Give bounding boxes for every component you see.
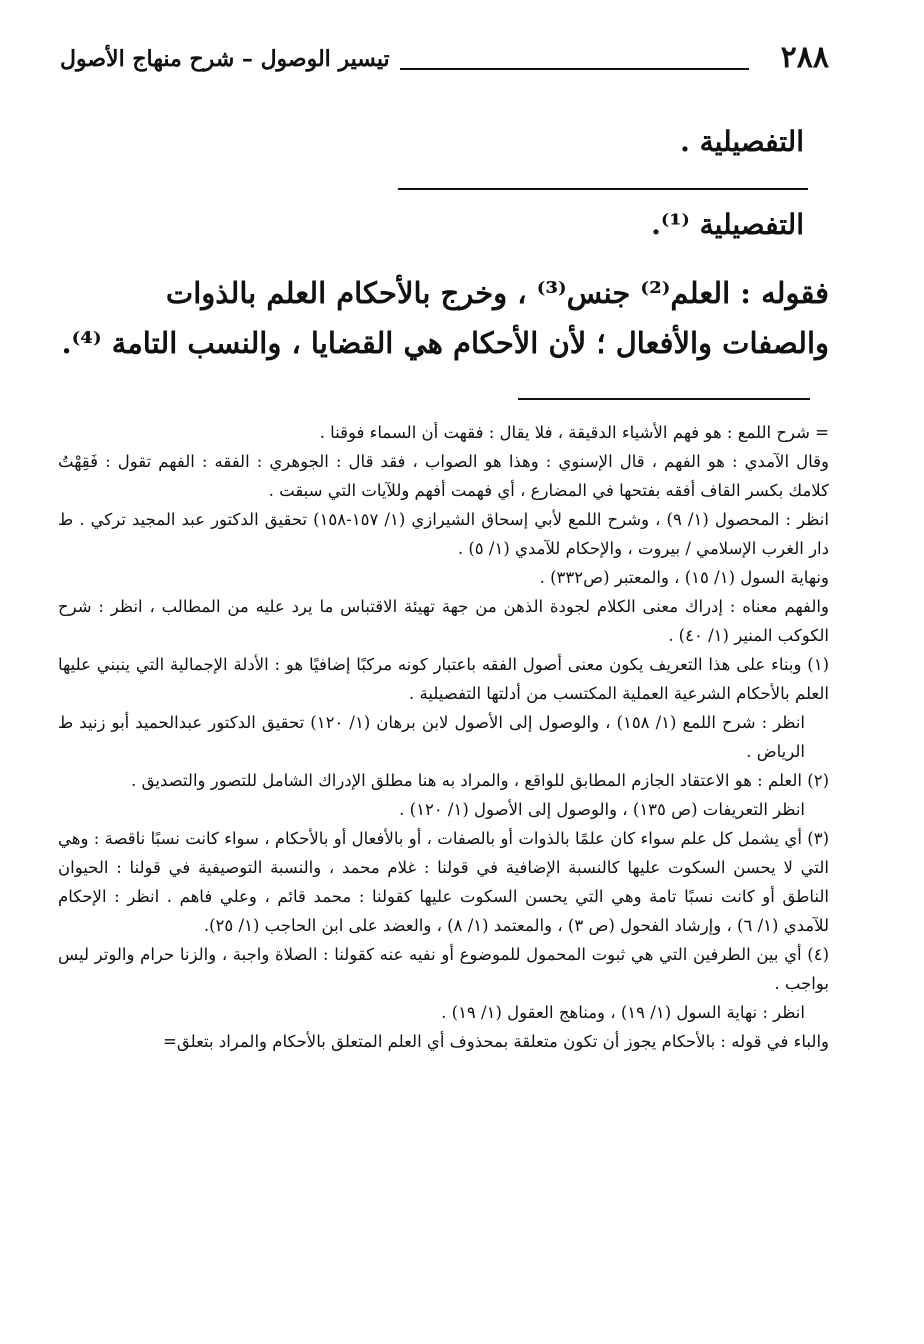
running-title: تيسير الوصول – شرح منهاج الأصول (60, 46, 390, 72)
body-line-2: التفصيلية ⁽¹⁾. (651, 208, 804, 241)
footnote-2-reference: انظر التعريفات (ص ١٣٥) ، والوصول إلى الأصول (١/ ١٢٠) . (399, 800, 805, 819)
footnote-continuation-3: انظر : المحصول (١/ ٩) ، وشرح اللمع لأبي إسحاق الشيرازي (١/ ١٥٧-١٥٨) تحقيق الدكتور عبد المجيد تركي . ط دار الغرب الإسلامي / بيروت ، والإحكام للآمدي (١/ ٥) . (58, 510, 829, 558)
header-rule (400, 68, 749, 70)
footnote-continuation-1: = شرح اللمع : هو فهم الأشياء الدقيقة ، فلا يقال : فقهت أن السماء فوقنا . (319, 423, 829, 442)
page-header (60, 40, 829, 90)
main-line-1: فقوله : العلم⁽²⁾ جنس⁽³⁾ ، وخرج بالأحكام العلم بالذوات (165, 276, 829, 310)
footnote-2: (٢) العلم : هو الاعتقاد الجازم المطابق للواقع ، والمراد به هنا مطلق الإدراك الشامل للتصور والتصديق . (131, 771, 829, 790)
footnotes (58, 418, 829, 1056)
main-text (60, 268, 829, 368)
footnote-4-reference: انظر : نهاية السول (١/ ١٩) ، ومناهج العقول (١/ ١٩) . (441, 1003, 805, 1022)
footnote-3: (٣) أي يشمل كل علم سواء كان علمًا بالذوات أو بالصفات ، أو بالأفعال أو بالأحكام ، سواء كانت نسبًا ناقصة : وهي التي لا يحسن السكوت عليها كالنسبة الإضافية في قولنا : غلام محمد ، والنسبة التوصيفية في قولنا : الحيوان الناطق أو كانت نسبًا تامة وهي التي يحسن السكوت عليها كقولنا : محمد قائم ، وعلي فاهم . انظر : الإحكام للآمدي (١/ ٦) ، وإرشاد الفحول (ص ٣) ، والمعتمد (١/ ٨) ، والعضد على ابن الحاجب (١/ ٢٥). (58, 829, 829, 935)
section-rule (398, 188, 808, 190)
footnote-4: (٤) أي بين الطرفين التي هي ثبوت المحمول للموضوع أو نفيه عنه كقولنا : الصلاة واجبة ، والزنا حرام والوتر ليس بواجب . (58, 945, 829, 993)
footnote-1: (١) وبناء على هذا التعريف يكون معنى أصول الفقه باعتبار كونه مركبًا إضافيًا هو : الأدلة الإجمالية التي ينبني عليها العلم بالأحكام الشرعية العملية المكتسب من أدلتها التفصيلية . (58, 655, 829, 703)
footnote-continuation-4: ونهاية السول (١/ ١٥) ، والمعتبر (ص٣٣٢) . (539, 568, 829, 587)
footnote-4-continuation: والباء في قوله : بالأحكام يجوز أن تكون متعلقة بمحذوف أي العلم المتعلق بالأحكام والمراد بتعلق= (163, 1032, 829, 1051)
footnote-continuation-5: والفهم معناه : إدراك معنى الكلام لجودة الذهن من جهة تهيئة الاقتباس ما يرد عليه من المطالب ، انظر : شرح الكوكب المنير (١/ ٤٠) . (58, 597, 829, 645)
main-line-2: والصفات والأفعال ؛ لأن الأحكام هي القضايا ، والنسب التامة ⁽⁴⁾. (61, 326, 829, 360)
footnote-continuation-2: وقال الآمدي : هو الفهم ، قال الإسنوي : وهذا هو الصواب ، فقد قال : الجوهري : الفقه : الفهم تقول : فَقِهْتُ كلامك بكسر القاف أفقه بفتحها في المضارع ، أي فهمت أفهم وللآيات التي سبقت . (58, 452, 829, 500)
body-line-1: التفصيلية . (680, 125, 804, 158)
footnote-1-reference: انظر : شرح اللمع (١/ ١٥٨) ، والوصول إلى الأصول لابن برهان (١/ ١٢٠) تحقيق الدكتور عبدالحميد أبو زنيد ط الرياض . (58, 713, 805, 761)
footnote-separator (518, 398, 810, 400)
page-number: ٢٨٨ (780, 40, 829, 75)
